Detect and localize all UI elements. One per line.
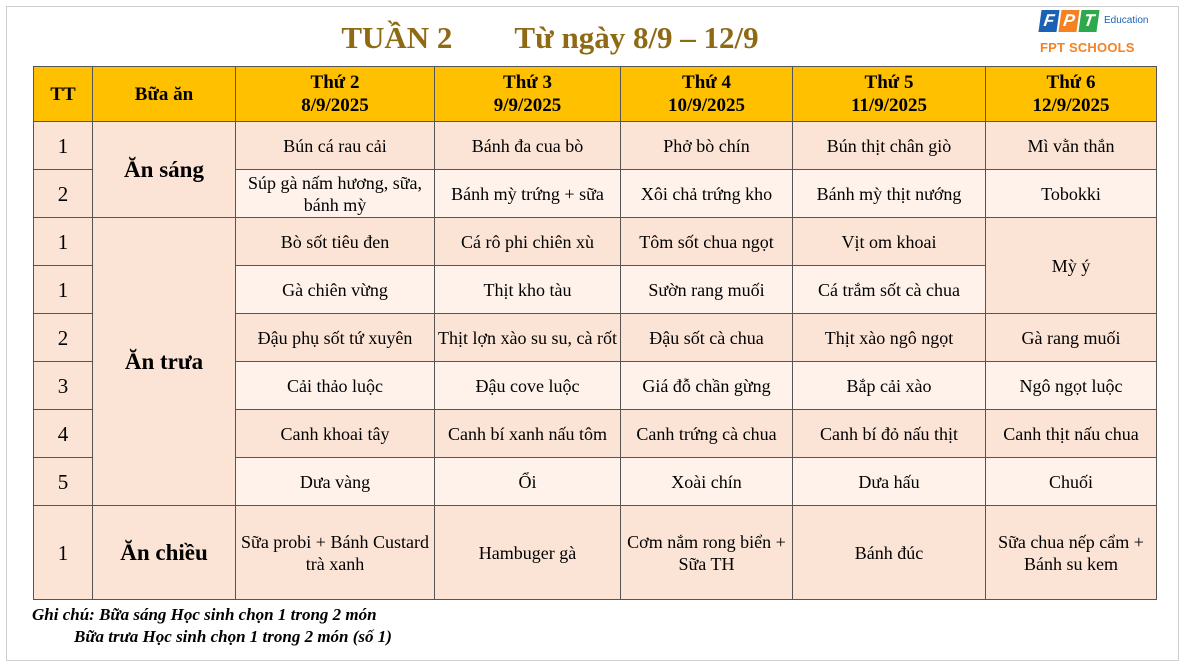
- meal-label-lunch: Ăn trưa: [93, 218, 236, 506]
- dish-cell: Bò sốt tiêu đen: [236, 218, 435, 266]
- dish-cell: Bún cá rau cải: [236, 122, 435, 170]
- dish-cell: Đậu cove luộc: [435, 362, 621, 410]
- dish-cell: Phở bò chín: [621, 122, 793, 170]
- header-day-wed: Thứ 4 10/9/2025: [621, 67, 793, 122]
- dish-cell: Giá đỗ chần gừng: [621, 362, 793, 410]
- table-row: [34, 122, 1157, 170]
- header-day-thu: Thứ 5 11/9/2025: [793, 67, 986, 122]
- meal-label-afternoon: Ăn chiều: [93, 506, 236, 600]
- dish-cell: Ngô ngọt luộc: [986, 362, 1157, 410]
- dish-cell-shared: Mỳ ý: [986, 218, 1157, 314]
- dish-cell: Bánh mỳ thịt nướng: [793, 170, 986, 218]
- dish-cell: Thịt kho tàu: [435, 266, 621, 314]
- dish-cell: Dưa hấu: [793, 458, 986, 506]
- header-day-tue: Thứ 3 9/9/2025: [435, 67, 621, 122]
- note-line-2: Bữa trưa Học sinh chọn 1 trong 2 món (số 1): [74, 627, 392, 646]
- dish-cell: Thịt xào ngô ngọt: [793, 314, 986, 362]
- dish-cell: Canh thịt nấu chua: [986, 410, 1157, 458]
- dish-cell: Tobokki: [986, 170, 1157, 218]
- menu-table: [33, 66, 1157, 600]
- row-number: 1: [34, 506, 93, 600]
- dish-cell: Sữa probi + Bánh Custard trà xanh: [236, 506, 435, 600]
- header-day-mon: Thứ 2 8/9/2025: [236, 67, 435, 122]
- dish-cell: Chuối: [986, 458, 1157, 506]
- dish-cell: Cá trắm sốt cà chua: [793, 266, 986, 314]
- week-title: TUẦN 2: [341, 20, 453, 55]
- row-number: 1: [34, 218, 93, 266]
- meal-label-breakfast: Ăn sáng: [93, 122, 236, 218]
- dish-cell: Gà chiên vừng: [236, 266, 435, 314]
- dish-cell: Ổi: [435, 458, 621, 506]
- dish-cell: Cá rô phi chiên xù: [435, 218, 621, 266]
- dish-cell: Xoài chín: [621, 458, 793, 506]
- row-number: 5: [34, 458, 93, 506]
- dish-cell: Đậu phụ sốt tứ xuyên: [236, 314, 435, 362]
- date-range: Từ ngày 8/9 – 12/9: [514, 20, 759, 55]
- header-tt: TT: [34, 67, 93, 122]
- dish-cell: Cải thảo luộc: [236, 362, 435, 410]
- dish-cell: Thịt lợn xào su su, cà rốt: [435, 314, 621, 362]
- dish-cell: Hambuger gà: [435, 506, 621, 600]
- dish-cell: Bún thịt chân giò: [793, 122, 986, 170]
- dish-cell: Bánh đa cua bò: [435, 122, 621, 170]
- header-day-fri: Thứ 6 12/9/2025: [986, 67, 1157, 122]
- dish-cell: Tôm sốt chua ngọt: [621, 218, 793, 266]
- table-row: [34, 218, 1157, 266]
- dish-cell: Mì vằn thắn: [986, 122, 1157, 170]
- dish-cell: Dưa vàng: [236, 458, 435, 506]
- dish-cell: Canh trứng cà chua: [621, 410, 793, 458]
- page-title: [0, 20, 1100, 56]
- dish-cell: Cơm nắm rong biển + Sữa TH: [621, 506, 793, 600]
- dish-cell: Bánh đúc: [793, 506, 986, 600]
- dish-cell: Canh bí đỏ nấu thịt: [793, 410, 986, 458]
- logo-letter-f: F: [1038, 10, 1059, 32]
- dish-cell: Sườn rang muối: [621, 266, 793, 314]
- row-number: 2: [34, 314, 93, 362]
- dish-cell: Đậu sốt cà chua: [621, 314, 793, 362]
- header-meal: Bữa ăn: [93, 67, 236, 122]
- dish-cell: Canh khoai tây: [236, 410, 435, 458]
- note-line-1: Ghi chú: Bữa sáng Học sinh chọn 1 trong 2 món: [32, 605, 377, 624]
- logo-letter-p: P: [1058, 10, 1079, 32]
- row-number: 1: [34, 122, 93, 170]
- logo-education: Education: [1104, 15, 1149, 26]
- row-number: 2: [34, 170, 93, 218]
- dish-cell: Canh bí xanh nấu tôm: [435, 410, 621, 458]
- dish-cell: Xôi chả trứng kho: [621, 170, 793, 218]
- dish-cell: Gà rang muối: [986, 314, 1157, 362]
- dish-cell: Vịt om khoai: [793, 218, 986, 266]
- notes: [32, 604, 392, 648]
- row-number: 3: [34, 362, 93, 410]
- fpt-letters: [1040, 10, 1100, 32]
- dish-cell: Sữa chua nếp cẩm + Bánh su kem: [986, 506, 1157, 600]
- dish-cell: Bắp cải xào: [793, 362, 986, 410]
- row-number: 4: [34, 410, 93, 458]
- dish-cell: Bánh mỳ trứng + sữa: [435, 170, 621, 218]
- logo-letter-t: T: [1078, 10, 1099, 32]
- table-row: [34, 506, 1157, 600]
- dish-cell: Súp gà nấm hương, sữa, bánh mỳ: [236, 170, 435, 218]
- header-row: [34, 67, 1157, 122]
- fpt-schools-logo: [1040, 10, 1150, 62]
- row-number: 1: [34, 266, 93, 314]
- logo-schools: FPT SCHOOLS: [1040, 40, 1135, 55]
